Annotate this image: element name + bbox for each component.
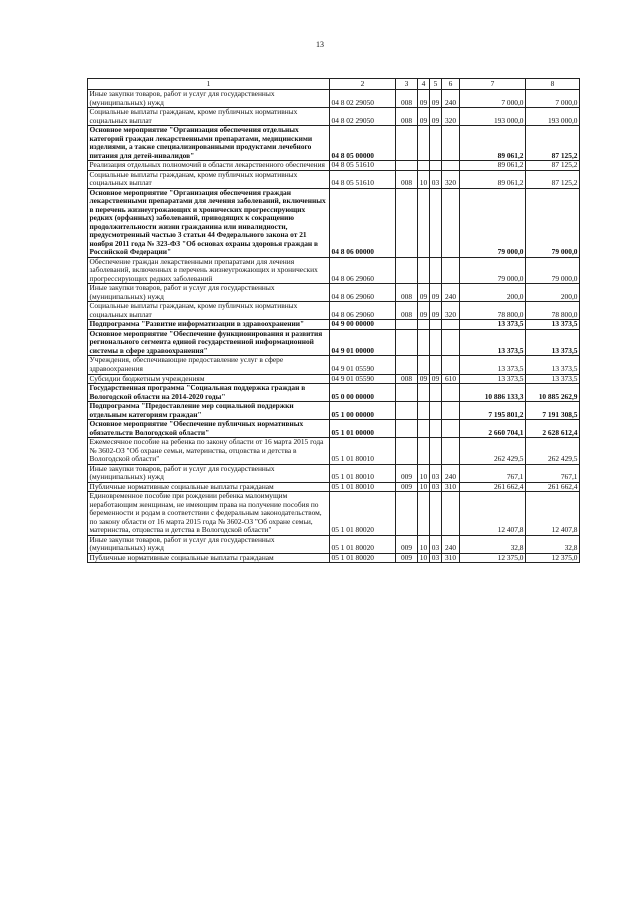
row-code-cell: 04 8 02 29050: [330, 108, 396, 126]
row-name-cell: Учреждения, обеспечивающие предоставление услуг в сфере здравоохранения: [88, 356, 330, 374]
row-type-cell: [442, 492, 460, 536]
row-section-cell: [418, 438, 430, 465]
row-code-cell: 04 8 02 29050: [330, 90, 396, 108]
row-name-cell: Социальные выплаты гражданам, кроме публичных нормативных социальных выплат: [88, 302, 330, 320]
table-row: [88, 161, 580, 171]
row-sum2-cell: 79 000,0: [526, 257, 580, 284]
table-row: [88, 284, 580, 302]
row-name-cell: Иные закупки товаров, работ и услуг для государственных (муниципальных) нужд: [88, 284, 330, 302]
row-sum1-cell: 193 000,0: [460, 108, 526, 126]
table-row: [88, 553, 580, 563]
row-sum2-cell: 200,0: [526, 284, 580, 302]
row-sum1-cell: 12 407,8: [460, 492, 526, 536]
row-sum2-cell: 87 125,2: [526, 126, 580, 161]
row-sum1-cell: 13 373,5: [460, 356, 526, 374]
row-sum1-cell: 262 429,5: [460, 438, 526, 465]
row-section-cell: [418, 492, 430, 536]
row-admin-cell: 008: [396, 284, 418, 302]
row-section-cell: [418, 420, 430, 438]
row-sum1-cell: 200,0: [460, 284, 526, 302]
row-sum1-cell: 7 000,0: [460, 90, 526, 108]
row-type-cell: 240: [442, 284, 460, 302]
row-sum1-cell: 10 886 133,3: [460, 384, 526, 402]
row-code-cell: 04 8 05 51610: [330, 161, 396, 171]
row-sum2-cell: 261 662,4: [526, 482, 580, 492]
row-sum1-cell: 89 061,2: [460, 161, 526, 171]
row-subsection-cell: 09: [430, 374, 442, 384]
row-admin-cell: 008: [396, 90, 418, 108]
row-admin-cell: 008: [396, 170, 418, 188]
row-type-cell: 240: [442, 535, 460, 553]
row-name-cell: Единовременное пособие при рождении ребенка малоимущим неработающим женщинам, не имеющим права на получение пособия по беременности и родам в соответствии с федеральным законодательством, по закону области от 16 марта 2015 года № 3602-ОЗ "Об охране семьи, материнства, отцовства и детства в Вологодской области": [88, 492, 330, 536]
row-subsection-cell: [430, 420, 442, 438]
row-code-cell: 05 1 01 80010: [330, 438, 396, 465]
row-section-cell: [418, 126, 430, 161]
row-section-cell: 10: [418, 464, 430, 482]
row-section-cell: 10: [418, 553, 430, 563]
row-name-cell: Основное мероприятие "Обеспечение публичных нормативных обязательств Вологодской области": [88, 420, 330, 438]
row-code-cell: 04 9 01 05590: [330, 374, 396, 384]
table-row: [88, 320, 580, 330]
row-section-cell: 10: [418, 482, 430, 492]
row-sum2-cell: 78 800,0: [526, 302, 580, 320]
row-section-cell: [418, 356, 430, 374]
row-sum1-cell: 79 000,0: [460, 188, 526, 257]
table-row: [88, 126, 580, 161]
table-body: [88, 90, 580, 563]
row-admin-cell: 008: [396, 374, 418, 384]
row-subsection-cell: [430, 384, 442, 402]
row-name-cell: Публичные нормативные социальные выплаты гражданам: [88, 553, 330, 563]
row-name-cell: Подпрограмма "Предоставление мер социальной поддержки отдельным категориям граждан": [88, 402, 330, 420]
row-admin-cell: [396, 188, 418, 257]
row-name-cell: Социальные выплаты гражданам, кроме публичных нормативных социальных выплат: [88, 170, 330, 188]
row-code-cell: 05 1 01 80020: [330, 492, 396, 536]
row-type-cell: [442, 329, 460, 356]
row-sum2-cell: 12 375,0: [526, 553, 580, 563]
row-subsection-cell: [430, 402, 442, 420]
row-admin-cell: [396, 356, 418, 374]
row-name-cell: Основное мероприятие "Обеспечение функционирования и развития регионального сегмента единой государственной информационной системы в сфере здравоохранения": [88, 329, 330, 356]
row-type-cell: [442, 356, 460, 374]
row-code-cell: 05 1 01 00000: [330, 420, 396, 438]
header-cell: 1: [88, 79, 330, 90]
row-section-cell: [418, 320, 430, 330]
row-code-cell: 04 8 06 29060: [330, 284, 396, 302]
header-cell: 2: [330, 79, 396, 90]
row-code-cell: 05 1 01 80010: [330, 482, 396, 492]
row-type-cell: [442, 161, 460, 171]
row-sum1-cell: 13 373,5: [460, 329, 526, 356]
table-row: [88, 257, 580, 284]
row-admin-cell: [396, 126, 418, 161]
row-name-cell: Субсидии бюджетным учреждениям: [88, 374, 330, 384]
row-subsection-cell: 03: [430, 482, 442, 492]
row-admin-cell: [396, 161, 418, 171]
row-sum2-cell: 193 000,0: [526, 108, 580, 126]
row-section-cell: 09: [418, 90, 430, 108]
row-name-cell: Реализация отдельных полномочий в области лекарственного обеспечения: [88, 161, 330, 171]
header-cell: 5: [430, 79, 442, 90]
row-type-cell: 310: [442, 482, 460, 492]
row-section-cell: 10: [418, 170, 430, 188]
row-sum2-cell: 13 373,5: [526, 329, 580, 356]
row-section-cell: 09: [418, 302, 430, 320]
row-subsection-cell: [430, 188, 442, 257]
row-admin-cell: [396, 257, 418, 284]
row-sum2-cell: 32,8: [526, 535, 580, 553]
row-name-cell: Обеспечение граждан лекарственными препаратами для лечения заболеваний, включенных в перечень жизнеугрожающих и хронических прогрессирующих редких заболеваний: [88, 257, 330, 284]
table-row: [88, 108, 580, 126]
page-number: 13: [316, 40, 324, 49]
row-name-cell: Ежемесячное пособие на ребенка по закону области от 16 марта 2015 года № 3602-ОЗ "Об охране семьи, материнства, отцовства и детства в Вологодской области": [88, 438, 330, 465]
table-row: [88, 170, 580, 188]
header-cell: 4: [418, 79, 430, 90]
row-sum2-cell: 12 407,8: [526, 492, 580, 536]
row-code-cell: 04 8 06 00000: [330, 188, 396, 257]
header-cell: 7: [460, 79, 526, 90]
row-code-cell: 04 9 01 00000: [330, 329, 396, 356]
row-type-cell: [442, 438, 460, 465]
table-row: [88, 402, 580, 420]
row-type-cell: 320: [442, 108, 460, 126]
table-row: [88, 420, 580, 438]
row-sum2-cell: 87 125,2: [526, 161, 580, 171]
row-sum2-cell: 87 125,2: [526, 170, 580, 188]
row-sum2-cell: 7 000,0: [526, 90, 580, 108]
table-row: [88, 438, 580, 465]
row-code-cell: 05 1 00 00000: [330, 402, 396, 420]
table-row: [88, 302, 580, 320]
row-name-cell: Основное мероприятие "Организация обеспечения отдельных категорий граждан лекарственными препаратами, медицинскими изделиями, а также специализированными продуктами лечебного питания для детей-инвалидов": [88, 126, 330, 161]
row-section-cell: 09: [418, 374, 430, 384]
row-code-cell: 05 1 01 80010: [330, 464, 396, 482]
row-code-cell: 04 8 06 29060: [330, 257, 396, 284]
row-code-cell: 04 8 05 00000: [330, 126, 396, 161]
row-sum1-cell: 13 373,5: [460, 320, 526, 330]
table-row: [88, 464, 580, 482]
row-sum2-cell: 2 628 612,4: [526, 420, 580, 438]
row-code-cell: 04 9 01 05590: [330, 356, 396, 374]
row-admin-cell: 009: [396, 464, 418, 482]
row-admin-cell: 008: [396, 108, 418, 126]
row-subsection-cell: [430, 320, 442, 330]
row-sum1-cell: 261 662,4: [460, 482, 526, 492]
row-name-cell: Основное мероприятие "Организация обеспечения граждан лекарственными препаратами для лечения заболеваний, включенных в перечень жизнеугрожающих и хронических прогрессирующих редких (орфанных) заболеваний, приводящих к сокращению продолжительности жизни гражданина или инвалидности, предусмотренный частью 3 статьи 44 Федерального закона от 21 ноября 2011 года № 323-ФЗ "Об основах охраны здоровья граждан в Российской Федерации": [88, 188, 330, 257]
row-subsection-cell: 03: [430, 464, 442, 482]
row-type-cell: 240: [442, 464, 460, 482]
budget-table: [87, 78, 580, 563]
row-subsection-cell: 09: [430, 90, 442, 108]
row-sum2-cell: 79 000,0: [526, 188, 580, 257]
row-sum1-cell: 89 061,2: [460, 170, 526, 188]
row-section-cell: [418, 384, 430, 402]
header-cell: 6: [442, 79, 460, 90]
row-code-cell: 04 9 00 00000: [330, 320, 396, 330]
row-admin-cell: 009: [396, 535, 418, 553]
row-subsection-cell: [430, 492, 442, 536]
row-name-cell: Подпрограмма "Развитие информатизации в здравоохранении": [88, 320, 330, 330]
row-name-cell: Иные закупки товаров, работ и услуг для государственных (муниципальных) нужд: [88, 535, 330, 553]
row-sum1-cell: 79 000,0: [460, 257, 526, 284]
row-admin-cell: [396, 320, 418, 330]
table-row: [88, 356, 580, 374]
row-name-cell: Иные закупки товаров, работ и услуг для государственных (муниципальных) нужд: [88, 90, 330, 108]
row-type-cell: [442, 188, 460, 257]
table-row: [88, 374, 580, 384]
row-admin-cell: [396, 329, 418, 356]
row-sum1-cell: 32,8: [460, 535, 526, 553]
table-row: [88, 492, 580, 536]
header-cell: 3: [396, 79, 418, 90]
row-type-cell: 320: [442, 302, 460, 320]
row-name-cell: Иные закупки товаров, работ и услуг для государственных (муниципальных) нужд: [88, 464, 330, 482]
row-code-cell: 04 8 06 29060: [330, 302, 396, 320]
row-sum1-cell: 7 195 801,2: [460, 402, 526, 420]
row-code-cell: 05 1 01 80020: [330, 535, 396, 553]
row-admin-cell: [396, 492, 418, 536]
row-section-cell: 10: [418, 535, 430, 553]
row-type-cell: [442, 384, 460, 402]
row-admin-cell: [396, 384, 418, 402]
row-admin-cell: [396, 402, 418, 420]
row-admin-cell: 009: [396, 482, 418, 492]
row-section-cell: 09: [418, 284, 430, 302]
row-sum2-cell: 13 373,5: [526, 356, 580, 374]
row-sum1-cell: 89 061,2: [460, 126, 526, 161]
row-subsection-cell: 09: [430, 108, 442, 126]
table-header-row: [88, 79, 580, 90]
row-admin-cell: 009: [396, 553, 418, 563]
row-type-cell: [442, 320, 460, 330]
row-subsection-cell: [430, 126, 442, 161]
row-subsection-cell: 03: [430, 553, 442, 563]
row-type-cell: [442, 402, 460, 420]
row-section-cell: [418, 329, 430, 356]
table-row: [88, 535, 580, 553]
row-type-cell: 310: [442, 553, 460, 563]
row-admin-cell: [396, 420, 418, 438]
table-row: [88, 384, 580, 402]
row-subsection-cell: 03: [430, 170, 442, 188]
row-sum1-cell: 78 800,0: [460, 302, 526, 320]
row-sum2-cell: 262 429,5: [526, 438, 580, 465]
row-name-cell: Государственная программа "Социальная поддержка граждан в Вологодской области на 2014-2020 годы": [88, 384, 330, 402]
row-subsection-cell: 09: [430, 302, 442, 320]
table-row: [88, 482, 580, 492]
row-sum1-cell: 12 375,0: [460, 553, 526, 563]
row-type-cell: [442, 420, 460, 438]
row-code-cell: 04 8 05 51610: [330, 170, 396, 188]
row-sum2-cell: 13 373,5: [526, 374, 580, 384]
row-name-cell: Публичные нормативные социальные выплаты гражданам: [88, 482, 330, 492]
row-subsection-cell: 03: [430, 535, 442, 553]
row-sum2-cell: 7 191 308,5: [526, 402, 580, 420]
row-subsection-cell: [430, 161, 442, 171]
row-subsection-cell: [430, 438, 442, 465]
row-section-cell: [418, 402, 430, 420]
row-section-cell: [418, 161, 430, 171]
table-row: [88, 90, 580, 108]
row-sum1-cell: 13 373,5: [460, 374, 526, 384]
row-sum1-cell: 767,1: [460, 464, 526, 482]
row-section-cell: [418, 257, 430, 284]
table-row: [88, 329, 580, 356]
row-sum2-cell: 10 885 262,9: [526, 384, 580, 402]
row-section-cell: [418, 188, 430, 257]
row-admin-cell: 008: [396, 302, 418, 320]
row-subsection-cell: [430, 257, 442, 284]
header-cell: 8: [526, 79, 580, 90]
row-subsection-cell: [430, 329, 442, 356]
row-type-cell: 320: [442, 170, 460, 188]
row-type-cell: 610: [442, 374, 460, 384]
row-section-cell: 09: [418, 108, 430, 126]
row-type-cell: [442, 257, 460, 284]
row-sum2-cell: 13 373,5: [526, 320, 580, 330]
row-subsection-cell: 09: [430, 284, 442, 302]
row-code-cell: 05 0 00 00000: [330, 384, 396, 402]
row-type-cell: 240: [442, 90, 460, 108]
row-admin-cell: [396, 438, 418, 465]
table-row: [88, 188, 580, 257]
row-type-cell: [442, 126, 460, 161]
row-sum2-cell: 767,1: [526, 464, 580, 482]
row-code-cell: 05 1 01 80020: [330, 553, 396, 563]
row-subsection-cell: [430, 356, 442, 374]
row-sum1-cell: 2 660 704,1: [460, 420, 526, 438]
row-name-cell: Социальные выплаты гражданам, кроме публичных нормативных социальных выплат: [88, 108, 330, 126]
